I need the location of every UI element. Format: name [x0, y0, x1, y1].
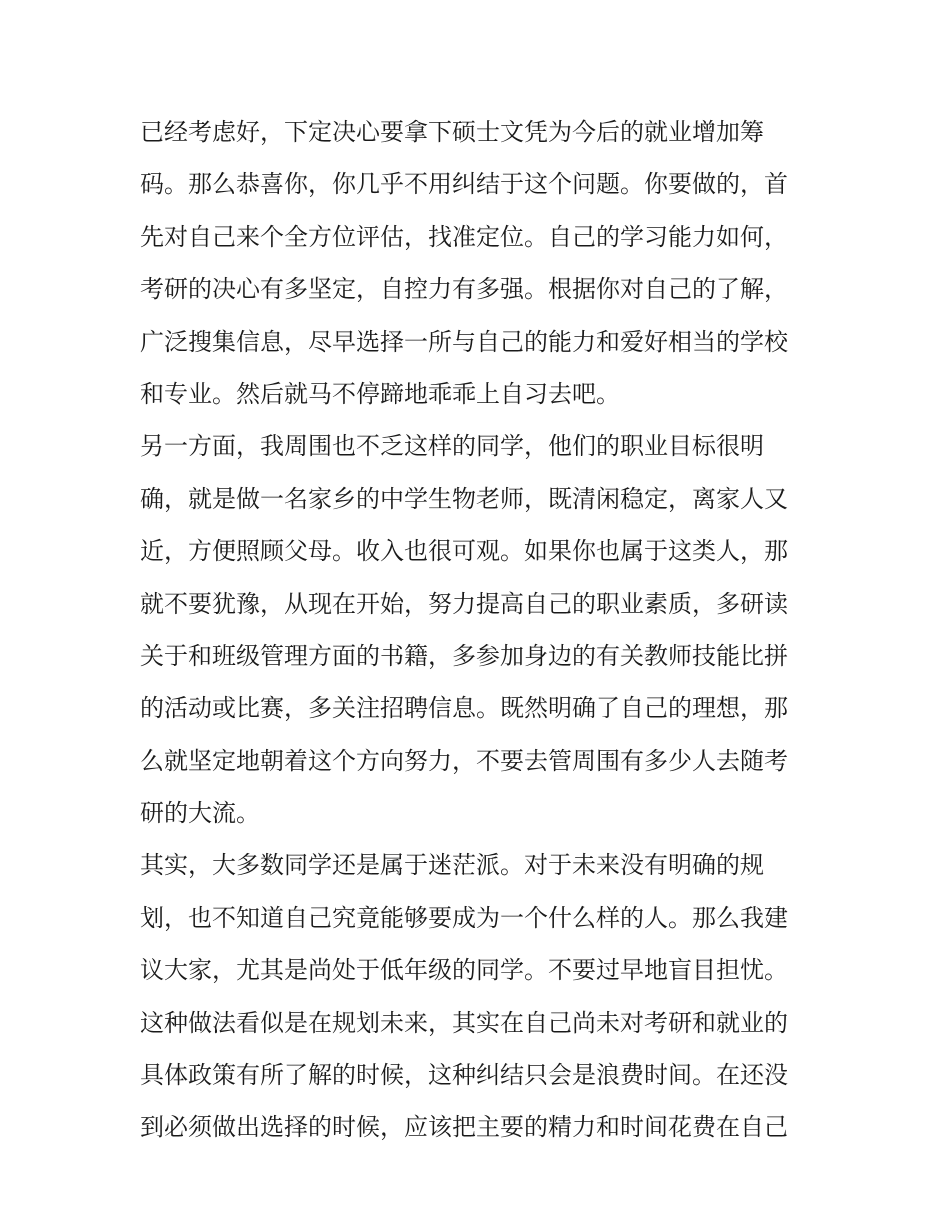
text-line: 广泛搜集信息，尽早选择一所与自己的能力和爱好相当的学校 [140, 327, 788, 356]
text-line: 其实，大多数同学还是属于迷茫派。对于未来没有明确的规 [140, 851, 764, 880]
text-line: 近，方便照顾父母。收入也很可观。如果你也属于这类人，那 [140, 537, 788, 566]
text-line: 么就坚定地朝着这个方向努力，不要去管周围有多少人去随考 [140, 746, 788, 775]
text-line: 码。那么恭喜你，你几乎不用纠结于这个问题。你要做的，首 [140, 170, 788, 199]
text-line: 确，就是做一名家乡的中学生物老师，既清闲稳定，离家人又 [140, 484, 788, 513]
text-line: 关于和班级管理方面的书籍，多参加身边的有关教师技能比拼 [140, 641, 788, 670]
text-line: 考研的决心有多坚定，自控力有多强。根据你对自己的了解， [140, 275, 788, 304]
document-body [140, 106, 820, 1154]
text-line: 已经考虑好，下定决心要拿下硕士文凭为今后的就业增加筹 [140, 118, 764, 146]
text-line: 和专业。然后就马不停蹄地乖乖上自习去吧。 [140, 379, 620, 408]
text-line: 到必须做出选择的时候，应该把主要的精力和时间花费在自己 [140, 1113, 788, 1142]
text-line: 的活动或比赛，多关注招聘信息。既然明确了自己的理想，那 [140, 694, 788, 723]
text-line: 研的大流。 [140, 799, 260, 828]
text-line: 就不要犹豫，从现在开始，努力提高自己的职业素质，多研读 [140, 589, 788, 618]
text-line: 另一方面，我周围也不乏这样的同学，他们的职业目标很明 [140, 432, 764, 461]
text-line: 议大家，尤其是尚处于低年级的同学。不要过早地盲目担忧。 [140, 956, 788, 985]
text-line: 具体政策有所了解的时候，这种纠结只会是浪费时间。在还没 [140, 1061, 788, 1090]
text-line: 这种做法看似是在规划未来，其实在自己尚未对考研和就业的 [140, 1008, 788, 1037]
text-line: 先对自己来个全方位评估，找准定位。自己的学习能力如何， [140, 222, 788, 251]
text-line: 划，也不知道自己究竟能够要成为一个什么样的人。那么我建 [140, 903, 788, 932]
